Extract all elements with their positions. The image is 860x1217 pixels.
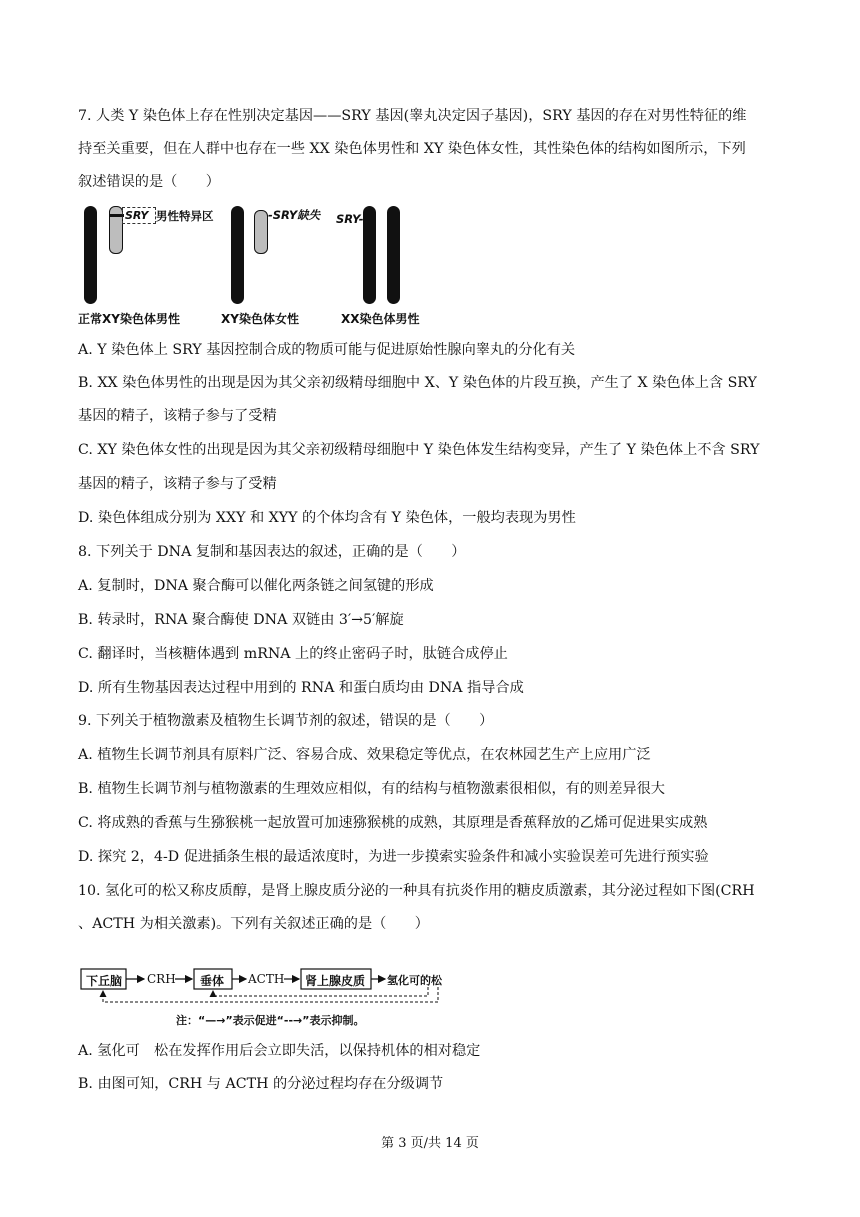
male-region-label: 男性特异区 bbox=[156, 209, 214, 223]
y-chromosome-deleted bbox=[254, 210, 268, 254]
box-pituitary: 垂体 bbox=[200, 974, 225, 988]
q8-option-c: C. 翻译时，当核糖体遇到 mRNA 上的终止密码子时，肽链合成停止 bbox=[78, 646, 508, 662]
page-footer: 第 3 页/共 14 页 bbox=[381, 1136, 479, 1151]
q7-stem-line-3: 叙述错误的是（ ） bbox=[78, 174, 220, 190]
label-hydrocortisone: 氢化可的松 bbox=[387, 974, 442, 987]
q10-stem-line-2: 、ACTH 为相关激素)。下列有关叙述正确的是（ ） bbox=[78, 916, 429, 932]
sry-dash-label: SRY- bbox=[336, 212, 364, 226]
q8-stem: 8. 下列关于 DNA 复制和基因表达的叙述，正确的是（ ） bbox=[78, 544, 466, 560]
sry-missing-label: -SRY缺失 bbox=[268, 208, 321, 222]
x-chromosome-b bbox=[387, 206, 400, 304]
q7-option-d: D. 染色体组成分别为 XXY 和 XYY 的个体均含有 Y 染色体，一般均表现为男性 bbox=[78, 510, 576, 526]
q7-option-a: A. Y 染色体上 SRY 基因控制合成的物质可能与促进原始性腺向睾丸的分化有关 bbox=[78, 342, 576, 358]
hormone-flow-diagram bbox=[78, 962, 458, 1032]
q9-option-d: D. 探究 2，4-D 促进插条生根的最适浓度时，为进一步摸索实验条件和减小实验误差可先进行预实验 bbox=[78, 849, 709, 865]
q7-stem-line-2: 持至关重要，但在人群中也存在一些 XX 染色体男性和 XY 染色体女性，其性染色体的结构如图所示，下列 bbox=[78, 141, 746, 157]
q10-stem-line-1: 10. 氢化可的松又称皮质醇，是肾上腺皮质分泌的一种具有抗炎作用的糖皮质激素，其分泌过程如下图(CRH bbox=[78, 883, 755, 899]
label-crh: CRH bbox=[147, 972, 176, 986]
caption-xy-female: XY染色体女性 bbox=[221, 312, 299, 326]
q7-option-b-cont: 基因的精子，该精子参与了受精 bbox=[78, 408, 277, 424]
q9-stem: 9. 下列关于植物激素及植物生长调节剂的叙述，错误的是（ ） bbox=[78, 713, 494, 729]
q10-option-a: A. 氢化可 松在发挥作用后会立即失活，以保持机体的相对稳定 bbox=[78, 1043, 481, 1059]
q9-option-c: C. 将成熟的香蕉与生猕猴桃一起放置可加速猕猴桃的成熟，其原理是香蕉释放的乙烯可促进果实成熟 bbox=[78, 815, 708, 831]
q8-option-a: A. 复制时，DNA 聚合酶可以催化两条链之间氢键的形成 bbox=[78, 578, 434, 594]
x-chromosome-female bbox=[231, 206, 244, 304]
q10-option-b: B. 由图可知，CRH 与 ACTH 的分泌过程均存在分级调节 bbox=[78, 1076, 444, 1092]
q9-option-b: B. 植物生长调节剂与植物激素的生理效应相似，有的结构与植物激素很相似，有的则差异很大 bbox=[78, 781, 665, 797]
chromosome-figure bbox=[78, 200, 428, 330]
caption-xx-male: XX染色体男性 bbox=[341, 312, 420, 326]
q7-option-c: C. XY 染色体女性的出现是因为其父亲初级精母细胞中 Y 染色体发生结构变异，产生了 Y 染色体上不含 SRY bbox=[78, 442, 760, 458]
label-acth: ACTH bbox=[248, 972, 285, 986]
q7-option-b: B. XX 染色体男性的出现是因为其父亲初级精母细胞中 X、Y 染色体的片段互换，产生了 X 染色体上含 SRY bbox=[78, 375, 757, 391]
q8-option-b: B. 转录时，RNA 聚合酶使 DNA 双链由 3′→5′解旋 bbox=[78, 612, 404, 628]
x-chromosome bbox=[84, 206, 97, 304]
q7-option-c-cont: 基因的精子，该精子参与了受精 bbox=[78, 476, 277, 492]
caption-normal-male: 正常XY染色体男性 bbox=[78, 312, 180, 326]
q9-option-a: A. 植物生长调节剂具有原料广泛、容易合成、效果稳定等优点，在农林园艺生产上应用广泛 bbox=[78, 747, 651, 763]
q7-stem-line-1: 7. 人类 Y 染色体上存在性别决定基因——SRY 基因(睾丸决定因子基因)，SRY 基因的存在对男性特征的维 bbox=[78, 108, 747, 124]
x-chromosome-a bbox=[363, 206, 376, 304]
q8-option-d: D. 所有生物基因表达过程中用到的 RNA 和蛋白质均由 DNA 指导合成 bbox=[78, 680, 524, 696]
diagram-note: 注：“—→”表示促进“--→”表示抑制。 bbox=[176, 1014, 365, 1027]
box-hypothalamus: 下丘脑 bbox=[86, 974, 123, 988]
box-adrenal-cortex: 肾上腺皮质 bbox=[305, 974, 366, 988]
sry-label: SRY bbox=[122, 207, 156, 224]
